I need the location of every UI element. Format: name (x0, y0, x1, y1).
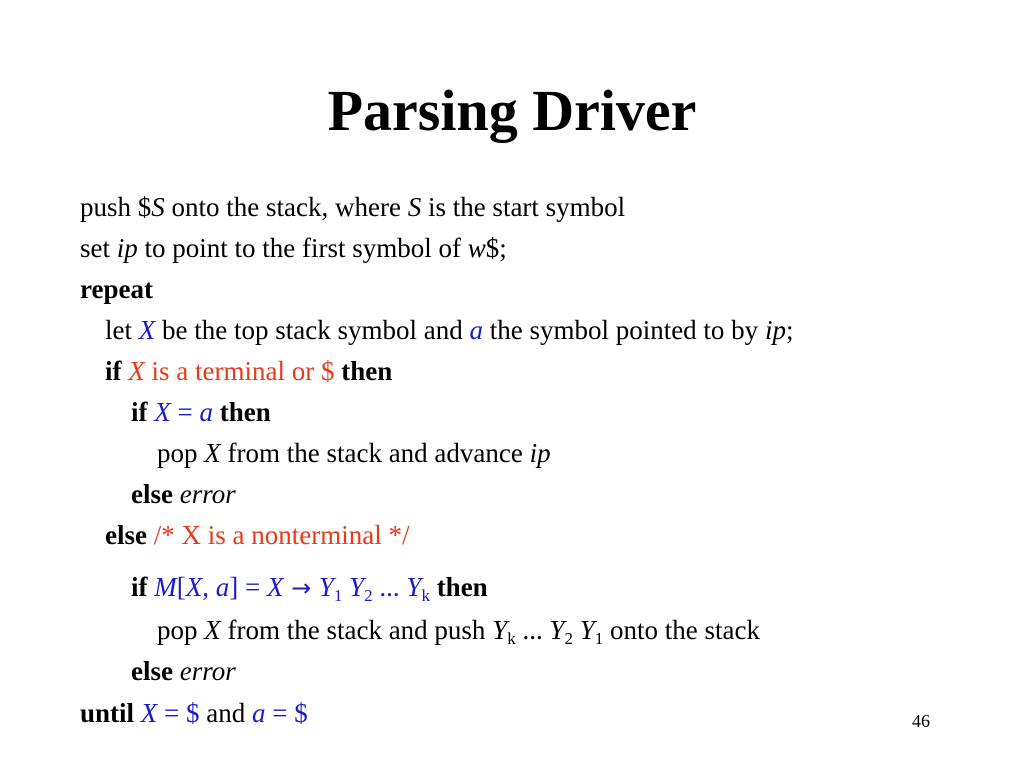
symbol-a: a (252, 698, 266, 728)
ellipsis: ... (515, 615, 550, 645)
symbol-x: X (185, 572, 203, 602)
equals-dollar: = $ (265, 698, 308, 728)
symbol-y: Y (549, 615, 565, 645)
symbol-x: X (204, 438, 221, 468)
symbol-x: X (140, 698, 158, 728)
text: ; (785, 315, 794, 345)
symbol-y: Y (492, 615, 508, 645)
subscript: 1 (594, 629, 604, 648)
comment-text: /* X is a nonterminal */ (153, 520, 410, 550)
symbol-ip: ip (116, 233, 138, 263)
algorithm-line-if-terminal (105, 354, 392, 388)
text: to point to the first symbol of (137, 233, 468, 263)
symbol-y: Y (342, 572, 365, 602)
algorithm-line-set-ip (80, 231, 507, 265)
keyword-else: else (131, 656, 180, 686)
slide-title: Parsing Driver (327, 78, 697, 143)
algorithm-line-repeat (80, 272, 153, 306)
symbol-y: Y (406, 572, 422, 602)
symbol-a: a (199, 397, 213, 427)
keyword-then: then (334, 356, 393, 386)
symbol-x: X (138, 315, 156, 345)
error-text: error (179, 656, 236, 686)
symbol-ip: ip (764, 315, 786, 345)
error-text: error (179, 479, 236, 509)
algorithm-line-if-x-equals-a (131, 395, 271, 429)
symbol-x: X (204, 615, 221, 645)
algorithm-line-else-nonterminal (105, 518, 409, 552)
text: pop (157, 438, 205, 468)
text: and (199, 698, 252, 728)
symbol-y: Y (318, 572, 334, 602)
keyword-else: else (105, 520, 154, 550)
bracket-close-equals: ] = (229, 572, 267, 602)
text: set (80, 233, 117, 263)
algorithm-line-until (80, 696, 308, 730)
right-arrow-icon: → (283, 574, 319, 602)
keyword-then: then (429, 572, 488, 602)
text: onto the stack, where (164, 192, 408, 222)
symbol-s: S (407, 192, 422, 222)
text: the symbol pointed to by (482, 315, 765, 345)
symbol-x: X (128, 356, 145, 386)
keyword-if: if (131, 572, 155, 602)
symbol-y: Y (573, 615, 595, 645)
symbol-ip: ip (529, 438, 551, 468)
symbol-x: X (266, 572, 284, 602)
text: push $ (80, 192, 152, 222)
text: from the stack and push (220, 615, 493, 645)
text: pop (157, 615, 205, 645)
symbol-a: a (215, 572, 230, 602)
keyword-if: if (105, 356, 129, 386)
text: let (105, 315, 139, 345)
symbol-w: w (467, 233, 486, 263)
keyword-if: if (131, 397, 155, 427)
condition-text: is a terminal or $ (144, 356, 335, 386)
algorithm-line-push-start (80, 190, 625, 224)
keyword-else: else (131, 479, 180, 509)
algorithm-line-let (105, 313, 793, 347)
symbol-a: a (469, 315, 483, 345)
algorithm-line-pop-push (157, 613, 760, 647)
ellipsis: ... (372, 572, 407, 602)
keyword-then: then (212, 397, 271, 427)
algorithm-line-else-error (131, 654, 236, 688)
operator-equals: = (170, 397, 200, 427)
equals-dollar: = $ (157, 698, 200, 728)
bracket-open: [ (176, 572, 186, 602)
subscript: 2 (364, 586, 373, 605)
page-number: 46 (912, 711, 930, 731)
subscript: 2 (564, 629, 573, 648)
comma: , (202, 572, 216, 602)
keyword-until: until (80, 698, 141, 728)
symbol-x: X (154, 397, 171, 427)
symbol-s: S (151, 192, 165, 222)
text: is the start symbol (421, 192, 626, 222)
subscript: k (421, 586, 430, 605)
text: onto the stack (603, 615, 760, 645)
text: $; (485, 233, 507, 263)
subscript: k (507, 629, 516, 648)
subscript: 1 (333, 586, 343, 605)
keyword-repeat: repeat (80, 274, 153, 304)
symbol-m: M (154, 572, 177, 602)
text: be the top stack symbol and (155, 315, 470, 345)
algorithm-line-if-table-entry (131, 570, 488, 605)
algorithm-line-else-error (131, 477, 236, 511)
algorithm-line-pop-advance (157, 436, 551, 470)
text: from the stack and advance (220, 438, 530, 468)
